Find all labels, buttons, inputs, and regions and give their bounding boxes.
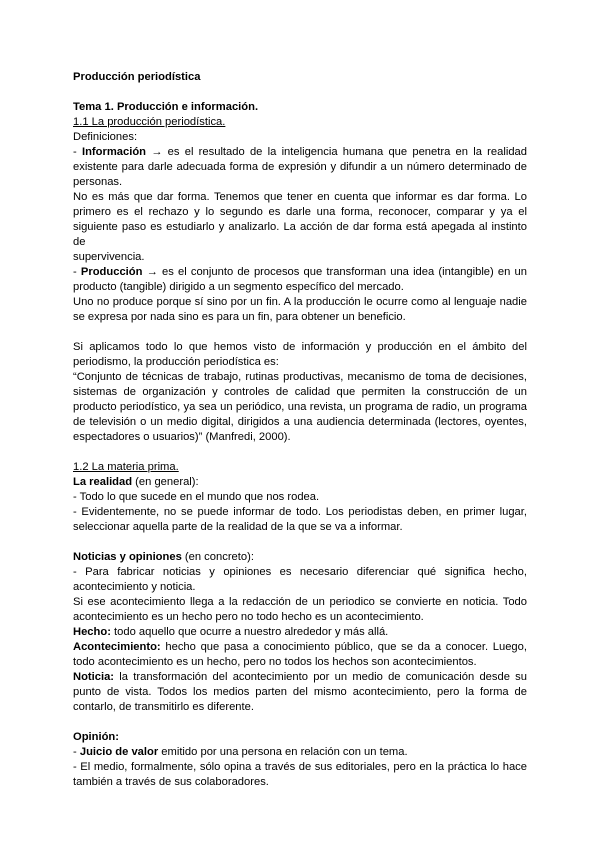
quote-line: espectadores o usuarios)” (Manfredi, 2000). [73,431,291,443]
definition-hecho [73,625,527,640]
document-body [73,70,527,790]
opinion-heading: Opinión: [73,731,119,743]
realidad-heading [73,475,527,490]
text: todo aquello que ocurre a nuestro alrededor y más allá. [110,626,389,638]
term-acontecimiento: Acontecimiento: [73,641,161,653]
text-line: Si ese acontecimiento llega a la redacción de un periodico se convierte en noticia. Todo [73,596,527,608]
quote-line: sistemas de organización y controles de calidad que permiten la construcción de un [73,386,527,398]
definition-acontecimiento [73,640,527,655]
text: → es el conjunto de procesos que transforman una idea (intangible) en un [142,266,527,278]
list-item [73,745,527,760]
text: la transformación del acontecimiento por un medio de comunicación desde su [114,671,527,683]
text-line: acontecimiento es un hecho pero no todo hecho es un acontecimiento. [73,611,424,623]
text-line: punto de vista. Todos los medios parten del mismo acontecimiento, pero la forma de [73,686,527,698]
quote-line: producto periodístico, ya sea un periódico, una revista, un programa de radio, un programa [73,401,527,413]
term-hecho: Hecho: [73,626,111,638]
list-item: - Para fabricar noticias y opiniones es necesario diferenciar qué significa hecho, [73,566,527,578]
text-line: todo acontecimiento es un hecho, pero no todos los hechos son acontecimientos. [73,656,477,668]
text: (en concreto): [181,551,254,563]
text: → es el resultado de la inteligencia humana que penetra en la realidad [146,146,527,158]
quote-line: “Conjunto de técnicas de trabajo, rutinas productivas, mecanismo de toma de decisiones, [73,371,527,383]
text: emitido por una persona en relación con un tema. [158,746,408,758]
term-produccion: Producción [80,266,143,278]
text-line: Uno no produce porque sí sino por un fin. A la producción le ocurre como al lenguaje nadie [73,296,527,308]
spacer [73,715,527,730]
text-line: contarlo, de transmitirlo es diferente. [73,701,254,713]
text-line: personas. [73,176,123,188]
text-line: primero es el rechazo y lo segundo es darle una forma, reconocer, comparar y ya el [73,206,527,218]
text: (en general): [132,476,199,488]
text-line: producto (tangible) dirigido a un segmento específico del mercado. [73,281,404,293]
term-noticias: Noticias y opiniones [73,551,182,563]
spacer [73,85,527,100]
quote-line: de televisión o un medio digital, dirigidos a una audiencia determinada (lectores, oyentes, [73,416,527,428]
list-item: - Todo lo que sucede en el mundo que nos rodea. [73,491,320,503]
spacer [73,445,527,460]
subsection-heading-1-2: 1.2 La materia prima. [73,461,179,473]
text-line: seleccionar aquella parte de la realidad de la que se va a informar. [73,521,403,533]
text-line: siguiente paso es estudiarlo y analizarlo. La acción de dar forma está apegada al instinto de [73,221,527,248]
subsection-heading-1-1: 1.1 La producción periodística. [73,116,226,128]
bullet: - [73,746,80,758]
definition-noticia [73,670,527,685]
definition-produccion: - Producción → es el conjunto de procesos que transforman una idea (intangible) en un [73,266,527,278]
list-item: - Evidentemente, no se puede informar de todo. Los periodistas deben, en primer lugar, [73,506,527,518]
term-informacion: Información [81,146,146,158]
text-line: supervivencia. [73,251,145,263]
text-line: existente para darle adecuada forma de expresión y difundir a un número determinado de [73,161,527,173]
term-juicio-de-valor: Juicio de valor [79,746,159,758]
spacer [73,535,527,550]
spacer [73,325,527,340]
section-heading-tema1: Tema 1. Producción e información. [73,101,259,113]
term-realidad: La realidad [73,476,133,488]
list-item: - El medio, formalmente, sólo opina a través de sus editoriales, pero en la práctica lo hace [73,761,527,773]
text-line: se expresa por nada sino es para un fin, para obtener un beneficio. [73,311,406,323]
definition-informacion: - Información → es el resultado de la inteligencia humana que penetra en la realidad [73,146,527,158]
text-line: periodismo, la producción periodística es: [73,356,279,368]
term-noticia: Noticia: [73,671,115,683]
noticias-heading [73,550,527,565]
text-line: acontecimiento y noticia. [73,581,196,593]
text-line: No es más que dar forma. Tenemos que tener en cuenta que informar es dar forma. Lo [73,191,527,203]
text-line: también a través de sus colaboradores. [73,776,269,788]
text-line: Si aplicamos todo lo que hemos visto de información y producción en el ámbito del [73,341,527,353]
text: hecho que pasa a conocimiento público, que se da a conocer. Luego, [160,641,527,653]
definiciones-label: Definiciones: [73,131,138,143]
document-title: Producción periodística [73,71,201,83]
